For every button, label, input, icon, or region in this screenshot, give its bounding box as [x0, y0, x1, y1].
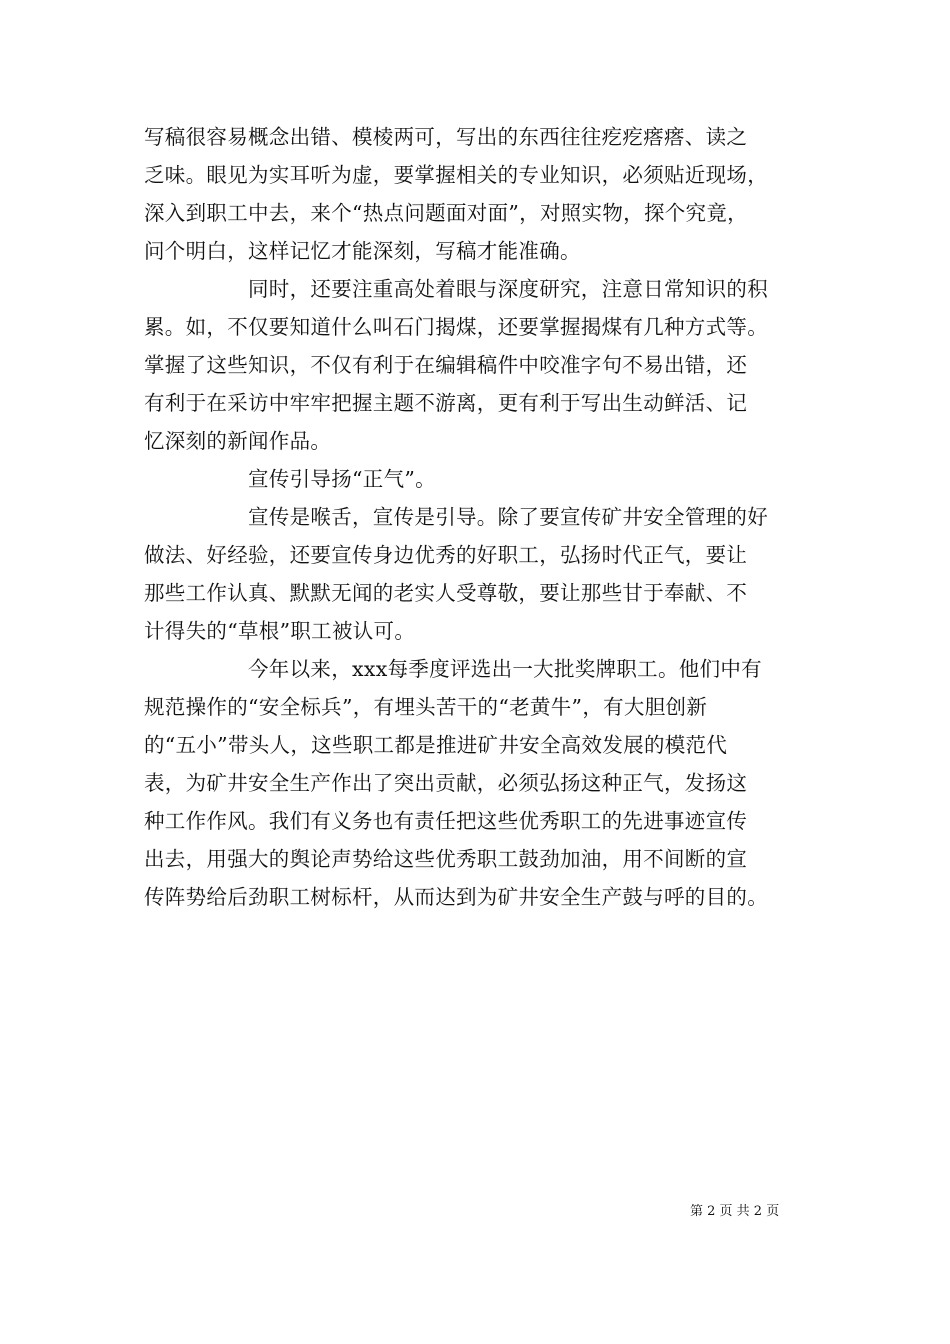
text-line: 那些工作认真、默默无闻的老实人受尊敬，要让那些甘于奉献、不 — [144, 581, 748, 605]
text-line: 问个明白，这样记忆才能深刻，写稿才能准确。 — [144, 239, 581, 263]
body-text — [144, 118, 808, 916]
paragraph-start: 同时，还要注重高处着眼与深度研究，注意日常知识的积 — [248, 277, 768, 301]
text-line: 表，为矿井安全生产作出了突出贡献，必须弘扬这种正气，发扬这 — [144, 771, 748, 795]
paragraph-start: 今年以来，xxx每季度评选出一大批奖牌职工。他们中有 — [248, 657, 762, 681]
text-line: 计得失的“草根”职工被认可。 — [144, 619, 416, 643]
text-line: 忆深刻的新闻作品。 — [144, 429, 332, 453]
text-line: 掌握了这些知识，不仅有利于在编辑稿件中咬准字句不易出错，还 — [144, 353, 748, 377]
text-line: 种工作作风。我们有义务也有责任把这些优秀职工的先进事迹宣传 — [144, 809, 748, 833]
section-heading: 宣传引导扬“正气”。 — [248, 467, 436, 491]
text-line: 写稿很容易概念出错、模棱两可，写出的东西往往疙疙瘩瘩、读之 — [144, 125, 748, 149]
text-line: 做法、好经验，还要宣传身边优秀的好职工，弘扬时代正气，要让 — [144, 543, 748, 567]
text-line: 出去，用强大的舆论声势给这些优秀职工鼓劲加油，用不间断的宣 — [144, 847, 748, 871]
text-line: 传阵势给后劲职工树标杆，从而达到为矿井安全生产鼓与呼的目的。 — [144, 885, 768, 909]
text-line: 规范操作的“安全标兵”，有埋头苦干的“老黄牛”，有大胆创新 — [144, 695, 708, 719]
text-line: 的“五小”带头人，这些职工都是推进矿井安全高效发展的模范代 — [144, 733, 728, 757]
text-line: 深入到职工中去，来个“热点问题面对面”，对照实物，探个究竟， — [144, 201, 748, 225]
text-line: 有利于在采访中牢牢把握主题不游离，更有利于写出生动鲜活、记 — [144, 391, 748, 415]
page-number-footer: 第 2 页 共 2 页 — [690, 1204, 780, 1219]
text-line: 累。如，不仅要知道什么叫石门揭煤，还要掌握揭煤有几种方式等。 — [144, 315, 768, 339]
paragraph-start: 宣传是喉舌，宣传是引导。除了要宣传矿井安全管理的好 — [248, 505, 768, 529]
text-line: 乏味。眼见为实耳听为虚，要掌握相关的专业知识，必须贴近现场， — [144, 163, 768, 187]
